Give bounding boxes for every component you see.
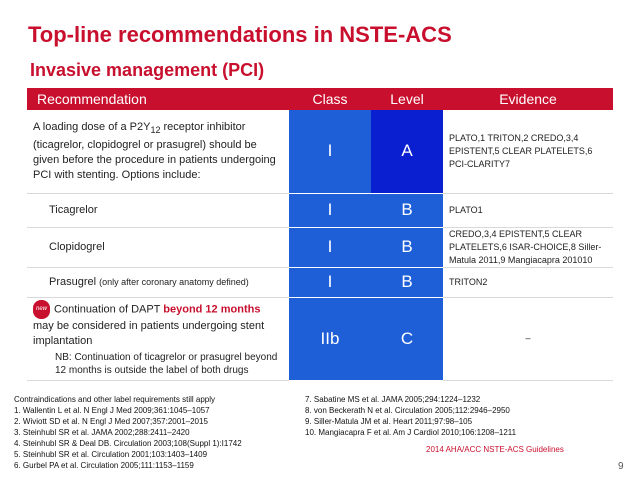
reference-item: 5. Steinhubl SR et al. Circulation 2001;103:1403–1409: [14, 450, 208, 459]
reference-item: 2. Wiviott SD et al. N Engl J Med 2007;357:2001–2015: [14, 417, 208, 426]
header-evidence: Evidence: [443, 88, 613, 110]
recommendation-text: A loading dose of a P2Y: [33, 120, 151, 133]
references-left: [14, 394, 242, 471]
table-row: [27, 193, 613, 227]
level-cell: B: [371, 193, 443, 227]
recommendation-emphasis: beyond 12 months: [163, 303, 261, 316]
recommendation-subscript: 12: [150, 124, 161, 135]
new-badge-icon: new: [33, 300, 50, 319]
class-cell: I: [289, 227, 371, 267]
class-cell: I: [289, 267, 371, 297]
header-class: Class: [289, 88, 371, 110]
recommendation-text: Continuation of DAPT: [54, 303, 164, 316]
class-cell: IIb: [289, 297, 371, 380]
level-cell: C: [371, 297, 443, 380]
recommendation-cell: [27, 297, 289, 380]
level-cell: B: [371, 227, 443, 267]
level-cell: A: [371, 110, 443, 193]
reference-item: 7. Sabatine MS et al. JAMA 2005;294:1224–1232: [305, 395, 481, 404]
table-row: [27, 267, 613, 297]
reference-item: 6. Gurbel PA et al. Circulation 2005;111:1153–1159: [14, 461, 194, 470]
references-right: [305, 394, 516, 438]
reference-item: 3. Steinhubl SR et al. JAMA 2002;288:2411–2420: [14, 428, 190, 437]
recommendation-note: (only after coronary anatomy defined): [99, 277, 249, 287]
table-row: [27, 227, 613, 267]
reference-item: 10. Mangiacapra F et al. Am J Cardiol 2010;106:1208–1211: [305, 428, 517, 437]
page-number: 9: [618, 461, 624, 472]
reference-item: 9. Siller-Matula JM et al. Heart 2011;97:98–105: [305, 417, 473, 426]
recommendation-text: receptor inhibitor (ticagrelor, clopidogrel or prasugrel) should be given before the procedure in patients undergoing PCI with stenting. Options include:: [33, 120, 276, 181]
page-title: Top-line recommendations in NSTE-ACS: [28, 22, 452, 47]
evidence-cell: CREDO,3,4 EPISTENT,5 CLEAR PLATELETS,6 ISAR-CHOICE,8 Siller-Matula 2011,9 Mangiacapra 201010: [443, 227, 613, 267]
recommendation-text: may be considered in patients undergoing stent implantation: [33, 320, 265, 347]
header-level: Level: [371, 88, 443, 110]
evidence-cell: TRITON2: [443, 267, 613, 297]
level-cell: B: [371, 267, 443, 297]
reference-item: 8. von Beckerath N et al. Circulation 2005;112:2946–2950: [305, 406, 510, 415]
recommendation-nb-note: NB: Continuation of ticagrelor or prasugrel beyond 12 months is outside the label of both drugs: [55, 352, 278, 376]
class-cell: I: [289, 193, 371, 227]
page-subtitle: Invasive management (PCI): [30, 60, 265, 80]
guideline-source: 2014 AHA/ACC NSTE-ACS Guidelines: [426, 445, 564, 454]
reference-item: 4. Steinhubl SR & Deal DB. Circulation 2003;108(Suppl 1):I1742: [14, 439, 242, 448]
recommendation-cell: Ticagrelor: [27, 193, 289, 227]
table-row: [27, 110, 613, 193]
evidence-cell: PLATO,1 TRITON,2 CREDO,3,4 EPISTENT,5 CLEAR PLATELETS,6 PCI-CLARITY7: [443, 110, 613, 193]
header-recommendation: Recommendation: [27, 88, 289, 110]
recommendation-cell: [27, 110, 289, 193]
recommendation-text: Prasugrel: [49, 276, 97, 288]
reference-item: 1. Wallentin L et al. N Engl J Med 2009;361:1045–1057: [14, 406, 210, 415]
recommendation-cell: [27, 267, 289, 297]
evidence-cell: –: [443, 297, 613, 380]
recommendations-table: [27, 88, 613, 381]
class-cell: I: [289, 110, 371, 193]
recommendation-cell: Clopidogrel: [27, 227, 289, 267]
table-header-row: [27, 88, 613, 110]
reference-item: Contraindications and other label requirements still apply: [14, 395, 215, 404]
evidence-cell: PLATO1: [443, 193, 613, 227]
table-row: [27, 297, 613, 380]
